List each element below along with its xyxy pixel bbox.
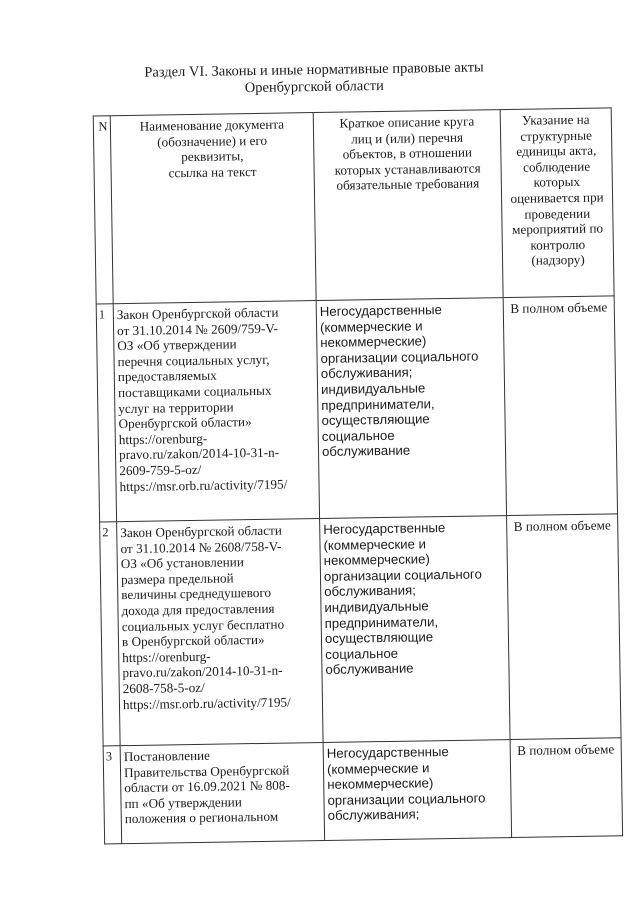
text-line: социальное — [321, 427, 395, 444]
section-title-line-2: Оренбургской области — [244, 77, 384, 97]
text-line: 2609-759-5-oz/ — [119, 461, 202, 479]
regulations-table — [93, 107, 623, 844]
text-line: ОЗ «Об установлении — [120, 554, 244, 572]
text-line: от 31.10.2014 № 2608/758-V- — [120, 538, 282, 556]
text-line: индивидуальные — [324, 598, 429, 615]
text-line: (коммерческие и — [319, 317, 423, 335]
row-document-name — [117, 519, 323, 746]
text-line: обслуживания; — [320, 364, 413, 382]
text-line: https://orenburg- — [118, 430, 208, 447]
row-description — [316, 298, 506, 519]
text-line: Оренбургской области» — [118, 414, 252, 432]
table-row — [100, 514, 621, 746]
text-line: организации социального — [323, 566, 482, 584]
text-line: соблюдение — [522, 158, 591, 175]
text-line: которых — [533, 174, 581, 190]
text-line: обслуживания; — [327, 806, 420, 824]
text-line: перечня социальных услуг, — [117, 351, 270, 369]
text-line: Правительства Оренбургской — [123, 762, 290, 780]
text-line: (коммерческие и — [323, 535, 427, 553]
text-line: проведении — [524, 205, 591, 222]
text-line: некоммерческие) — [327, 775, 434, 793]
text-line: обслуживание — [325, 660, 414, 678]
table-row — [103, 738, 622, 844]
text-line: реквизиты, — [181, 148, 244, 165]
text-line: в Оренбургской области» — [121, 632, 265, 650]
header-description — [313, 110, 503, 301]
table-row — [96, 296, 617, 522]
text-line: мероприятий по — [511, 220, 604, 238]
text-line: организации социального — [327, 790, 486, 808]
row-number: 1 — [96, 304, 116, 522]
row-number: 3 — [103, 746, 122, 844]
text-line: 2608-758-5-oz/ — [122, 679, 205, 697]
text-line: пп «Об утверждении — [124, 794, 242, 811]
text-line: положения о региональном — [124, 809, 279, 827]
table-header-row — [93, 108, 614, 304]
text-line: Постановление — [123, 747, 211, 765]
text-line: Негосударственные — [326, 744, 449, 761]
text-line: области от 16.09.2021 № 808- — [124, 777, 290, 796]
text-line: некоммерческие) — [323, 551, 430, 569]
text-line: поставщиками социальных — [117, 382, 272, 401]
text-line: ОЗ «Об утверждении — [117, 336, 237, 354]
text-line: pravo.ru/zakon/2014-10-31-n- — [122, 662, 283, 681]
text-line: (надзору) — [531, 252, 585, 268]
text-line: (коммерческие и — [326, 759, 430, 777]
text-line: (обозначение) и его — [157, 132, 268, 150]
text-line: размера предельной — [120, 570, 234, 587]
text-line: обязательные требования — [336, 175, 480, 194]
text-line: обслуживания; — [324, 582, 416, 600]
text-line: услуг на территории — [118, 398, 234, 416]
header-number: N — [93, 116, 113, 304]
section-title-line-1: Раздел VI. Законы и иные нормативные правовые акты — [144, 59, 484, 81]
text-line: Закон Оренбургской области — [116, 304, 279, 323]
row-extent: В полном объеме — [503, 296, 617, 516]
text-line: единицы акта, — [516, 142, 597, 160]
section-title — [144, 59, 484, 98]
text-line: pravo.ru/zakon/2014-10-31-n- — [118, 444, 280, 463]
text-line: структурные — [520, 127, 592, 144]
text-line: индивидуальные — [320, 380, 426, 397]
text-line: осуществляющие — [324, 629, 434, 647]
row-description — [320, 516, 510, 743]
text-line: лиц и (или) перечня — [351, 129, 464, 147]
row-extent: В полном объеме — [507, 514, 622, 740]
row-document-name — [120, 742, 325, 843]
row-number: 2 — [100, 522, 121, 746]
row-extent: В полном объеме — [510, 738, 623, 838]
header-extent — [500, 108, 614, 298]
text-line: социальное — [325, 645, 399, 662]
text-line: ссылка на текст — [168, 163, 257, 181]
text-line: осуществляющие — [321, 411, 430, 429]
text-line: https://orenburg- — [122, 648, 211, 665]
text-line: https://msr.orb.ru/activity/7195/ — [119, 476, 288, 494]
text-line: величины среднедушевого — [121, 585, 272, 603]
text-line: некоммерческие) — [320, 333, 427, 351]
row-description — [323, 740, 512, 841]
text-line: предоставляемых — [117, 367, 217, 385]
text-line: объектов, в отношении — [342, 144, 473, 162]
text-line: Наименование документа — [139, 116, 285, 134]
text-line: Указание на — [521, 111, 590, 128]
row-document-name — [113, 301, 319, 522]
text-line: дохода для предоставления — [121, 600, 275, 619]
text-line: Закон Оренбургской области — [120, 522, 282, 541]
text-line: https://msr.orb.ru/activity/7195/ — [122, 694, 291, 712]
text-line: Краткое описание круга — [339, 113, 475, 131]
header-document-name — [110, 113, 316, 304]
text-line: обслуживание — [321, 442, 411, 460]
text-line: от 31.10.2014 № 2609/759-V- — [116, 320, 279, 338]
text-line: Негосударственные — [319, 302, 442, 319]
text-line: Негосударственные — [323, 520, 446, 537]
text-line: оценивается при — [510, 189, 604, 206]
text-line: контролю — [530, 236, 586, 253]
text-line: предприниматели, — [324, 613, 439, 631]
text-line: предприниматели, — [321, 395, 435, 413]
text-line: социальных услуг бесплатно — [121, 616, 285, 634]
text-line: которых устанавливаются — [334, 160, 481, 178]
text-line: организации социального — [320, 348, 479, 366]
